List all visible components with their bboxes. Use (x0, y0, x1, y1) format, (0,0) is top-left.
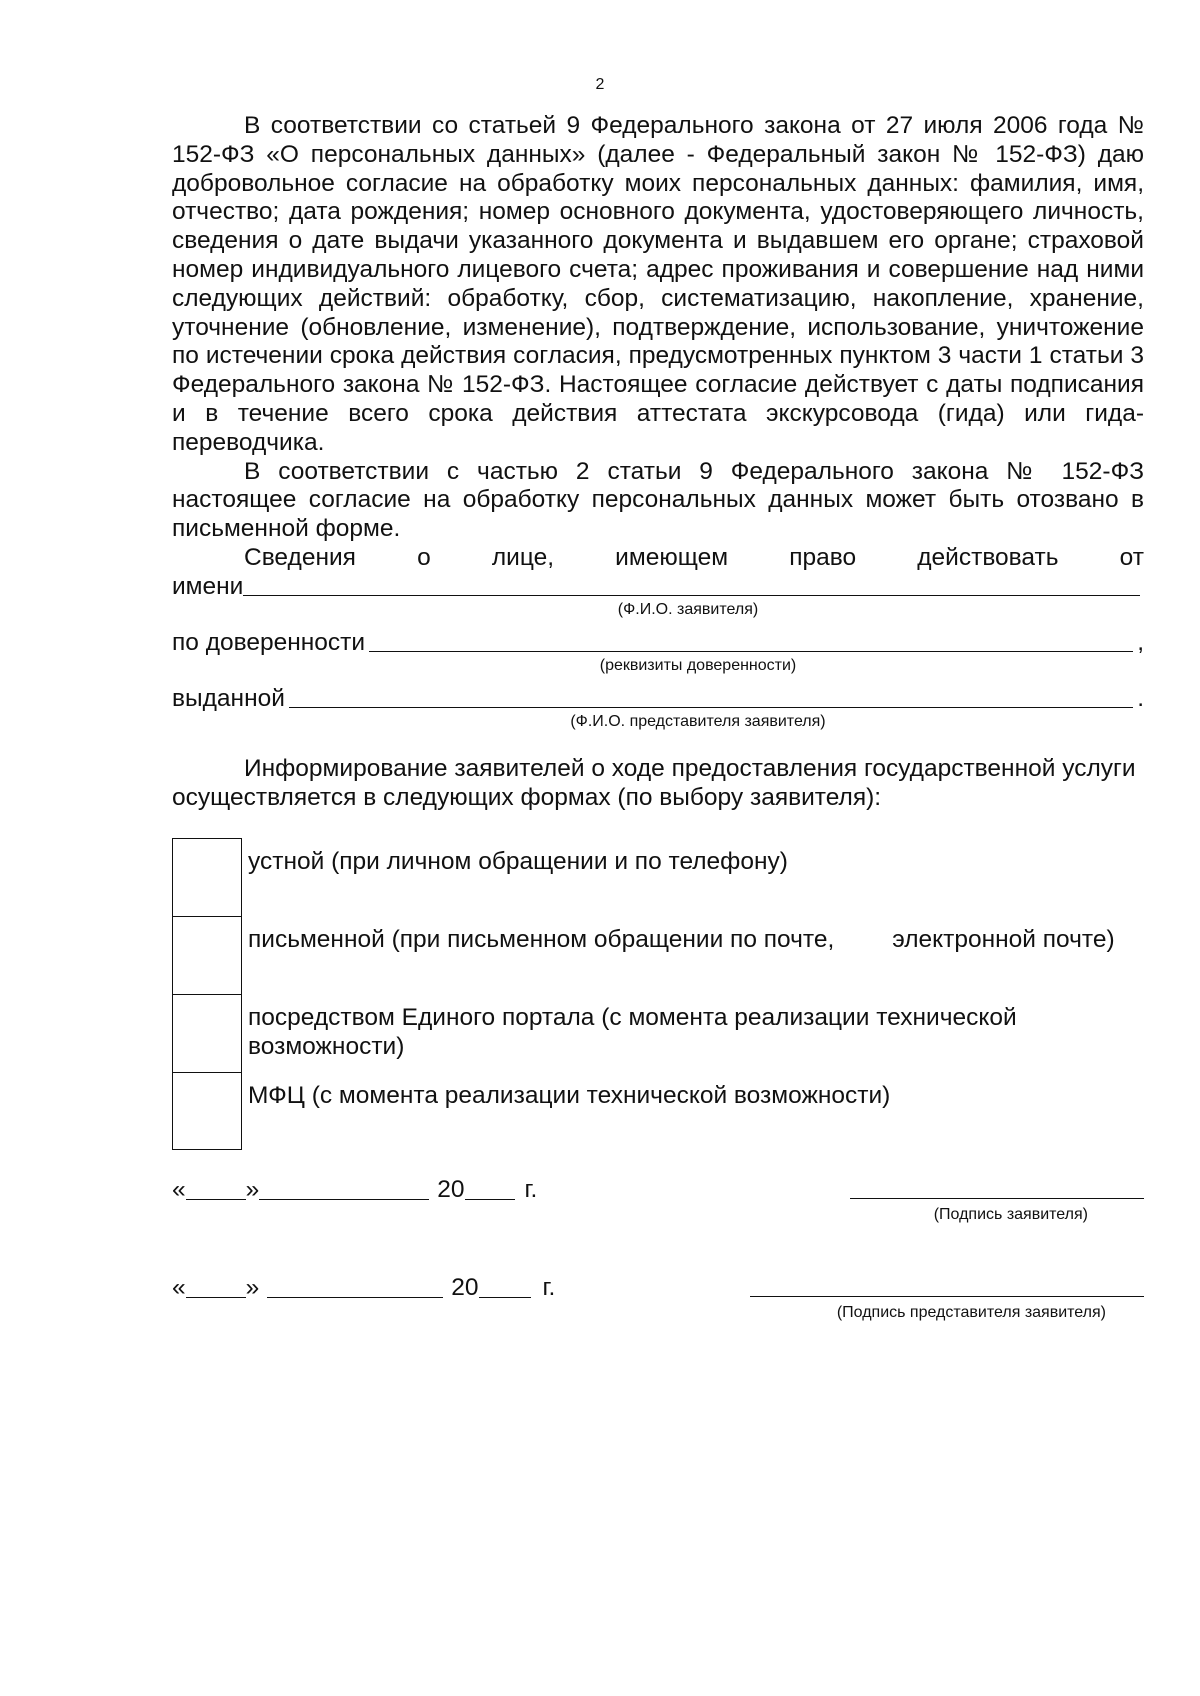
consent-section (172, 112, 1144, 812)
proxy-comma: , (1137, 628, 1144, 656)
intro-word: действовать (917, 543, 1059, 571)
proxy-details-field[interactable] (369, 629, 1133, 652)
option-written-label-b: электронной почте) (892, 926, 1115, 953)
option-written (172, 916, 1144, 994)
applicant-name-field[interactable] (243, 573, 1140, 596)
representative-month-field[interactable] (267, 1275, 443, 1298)
open-quote: « (172, 1176, 186, 1203)
option-mfc (172, 1072, 1144, 1150)
representative-year-field[interactable] (479, 1275, 531, 1298)
proxy-caption: (реквизиты доверенности) (599, 656, 797, 674)
representative-signature-block (172, 1274, 1144, 1334)
option-mfc-label: МФЦ (с момента реализации технической возможности) (248, 1082, 891, 1109)
open-quote: « (172, 1274, 186, 1301)
representative-day-field[interactable] (186, 1275, 246, 1298)
close-quote: » (245, 1176, 260, 1203)
option-portal-checkbox[interactable] (172, 994, 242, 1072)
year-prefix: 20 (451, 1274, 479, 1301)
intro-word: право (789, 543, 857, 571)
applicant-name-caption: (Ф.И.О. заявителя) (617, 600, 759, 618)
intro-word: Сведения (244, 543, 356, 571)
informing-intro (172, 755, 1144, 813)
intro-word: лице, (491, 543, 555, 571)
option-portal (172, 994, 1144, 1072)
issued-period: . (1137, 684, 1144, 712)
page-number: 2 (595, 76, 605, 93)
applicant-signature-block (172, 1176, 1144, 1236)
option-oral (172, 838, 1144, 916)
year-suffix: г. (524, 1176, 538, 1203)
option-portal-label: посредством Единого портала (с момента реализации технической возможности) (248, 1004, 1017, 1060)
proxy-label: по доверенности (172, 628, 366, 656)
intro-word: имеющем (615, 543, 729, 571)
option-oral-label: устной (при личном обращении и по телефону) (248, 848, 788, 875)
option-oral-checkbox[interactable] (172, 838, 242, 916)
applicant-signature-field[interactable] (850, 1198, 1144, 1199)
applicant-name-row (172, 573, 1144, 601)
issued-caption: (Ф.И.О. представителя заявителя) (570, 712, 826, 730)
option-mfc-checkbox[interactable] (172, 1072, 242, 1150)
consent-paragraph-2 (172, 458, 1144, 544)
option-written-checkbox[interactable] (172, 916, 242, 994)
option-written-label (242, 916, 1144, 994)
representative-signature-caption: (Подпись представителя заявителя) (836, 1304, 1106, 1321)
intro-word: от (1119, 543, 1144, 571)
consent-paragraph-1-text: В соответствии со статьей 9 Федерального закона от 27 июля 2006 года № 152-ФЗ «О персональных данных» (далее - Федеральный закон № 152-ФЗ) даю добровольное согласие на обработку моих персональных данных: фамилия, имя, отчество; дата рождения; номер основного документа, удостоверяющего личность, сведения о дате выдачи указанного документа и выдавшем его органе; страховой номер индивидуального лицевого счета; адрес проживания и совершение над ними следующих действий: обработку, сбор, систематизацию, накопление, хранение, уточнение (обновление, изменение), подтверждение, использование, уничтожение по истечении срока действия согласия, предусмотренных пунктом 3 части 1 статьи 3 Федерального закона № 152-ФЗ. Настоящее согласие действует с даты подписания и в течение всего срока действия аттестата экскурсовода (гида) или гида-переводчика. (172, 112, 1144, 456)
close-quote: » (245, 1274, 260, 1301)
option-written-label-a: письменной (при письменном обращении по почте, (248, 926, 835, 953)
consent-paragraph-1 (172, 112, 1144, 458)
applicant-year-field[interactable] (465, 1177, 515, 1200)
year-suffix: г. (542, 1274, 556, 1301)
applicant-name-label: имени (172, 572, 244, 600)
representative-signature-field[interactable] (750, 1296, 1144, 1297)
proxy-row (172, 629, 1144, 657)
applicant-date (172, 1176, 537, 1204)
applicant-month-field[interactable] (259, 1177, 429, 1200)
consent-paragraph-2-text: В соответствии с частью 2 статьи 9 Федерального закона № 152-ФЗ настоящее согласие на обработку персональных данных может быть отозвано в письменной форме. (172, 457, 1144, 543)
applicant-signature-caption: (Подпись заявителя) (933, 1206, 1088, 1223)
representative-name-field[interactable] (289, 685, 1133, 708)
applicant-day-field[interactable] (186, 1177, 246, 1200)
informing-options (172, 838, 1144, 1150)
issued-label: выданной (172, 684, 285, 712)
informing-intro-text: Информирование заявителей о ходе предоставления государственной услуги осуществляется в следующих формах (по выбору заявителя): (172, 754, 1136, 811)
issued-row (172, 685, 1144, 713)
intro-word: о (417, 543, 431, 571)
representative-intro (172, 544, 1144, 573)
year-prefix: 20 (437, 1176, 465, 1203)
representative-date (172, 1274, 555, 1302)
